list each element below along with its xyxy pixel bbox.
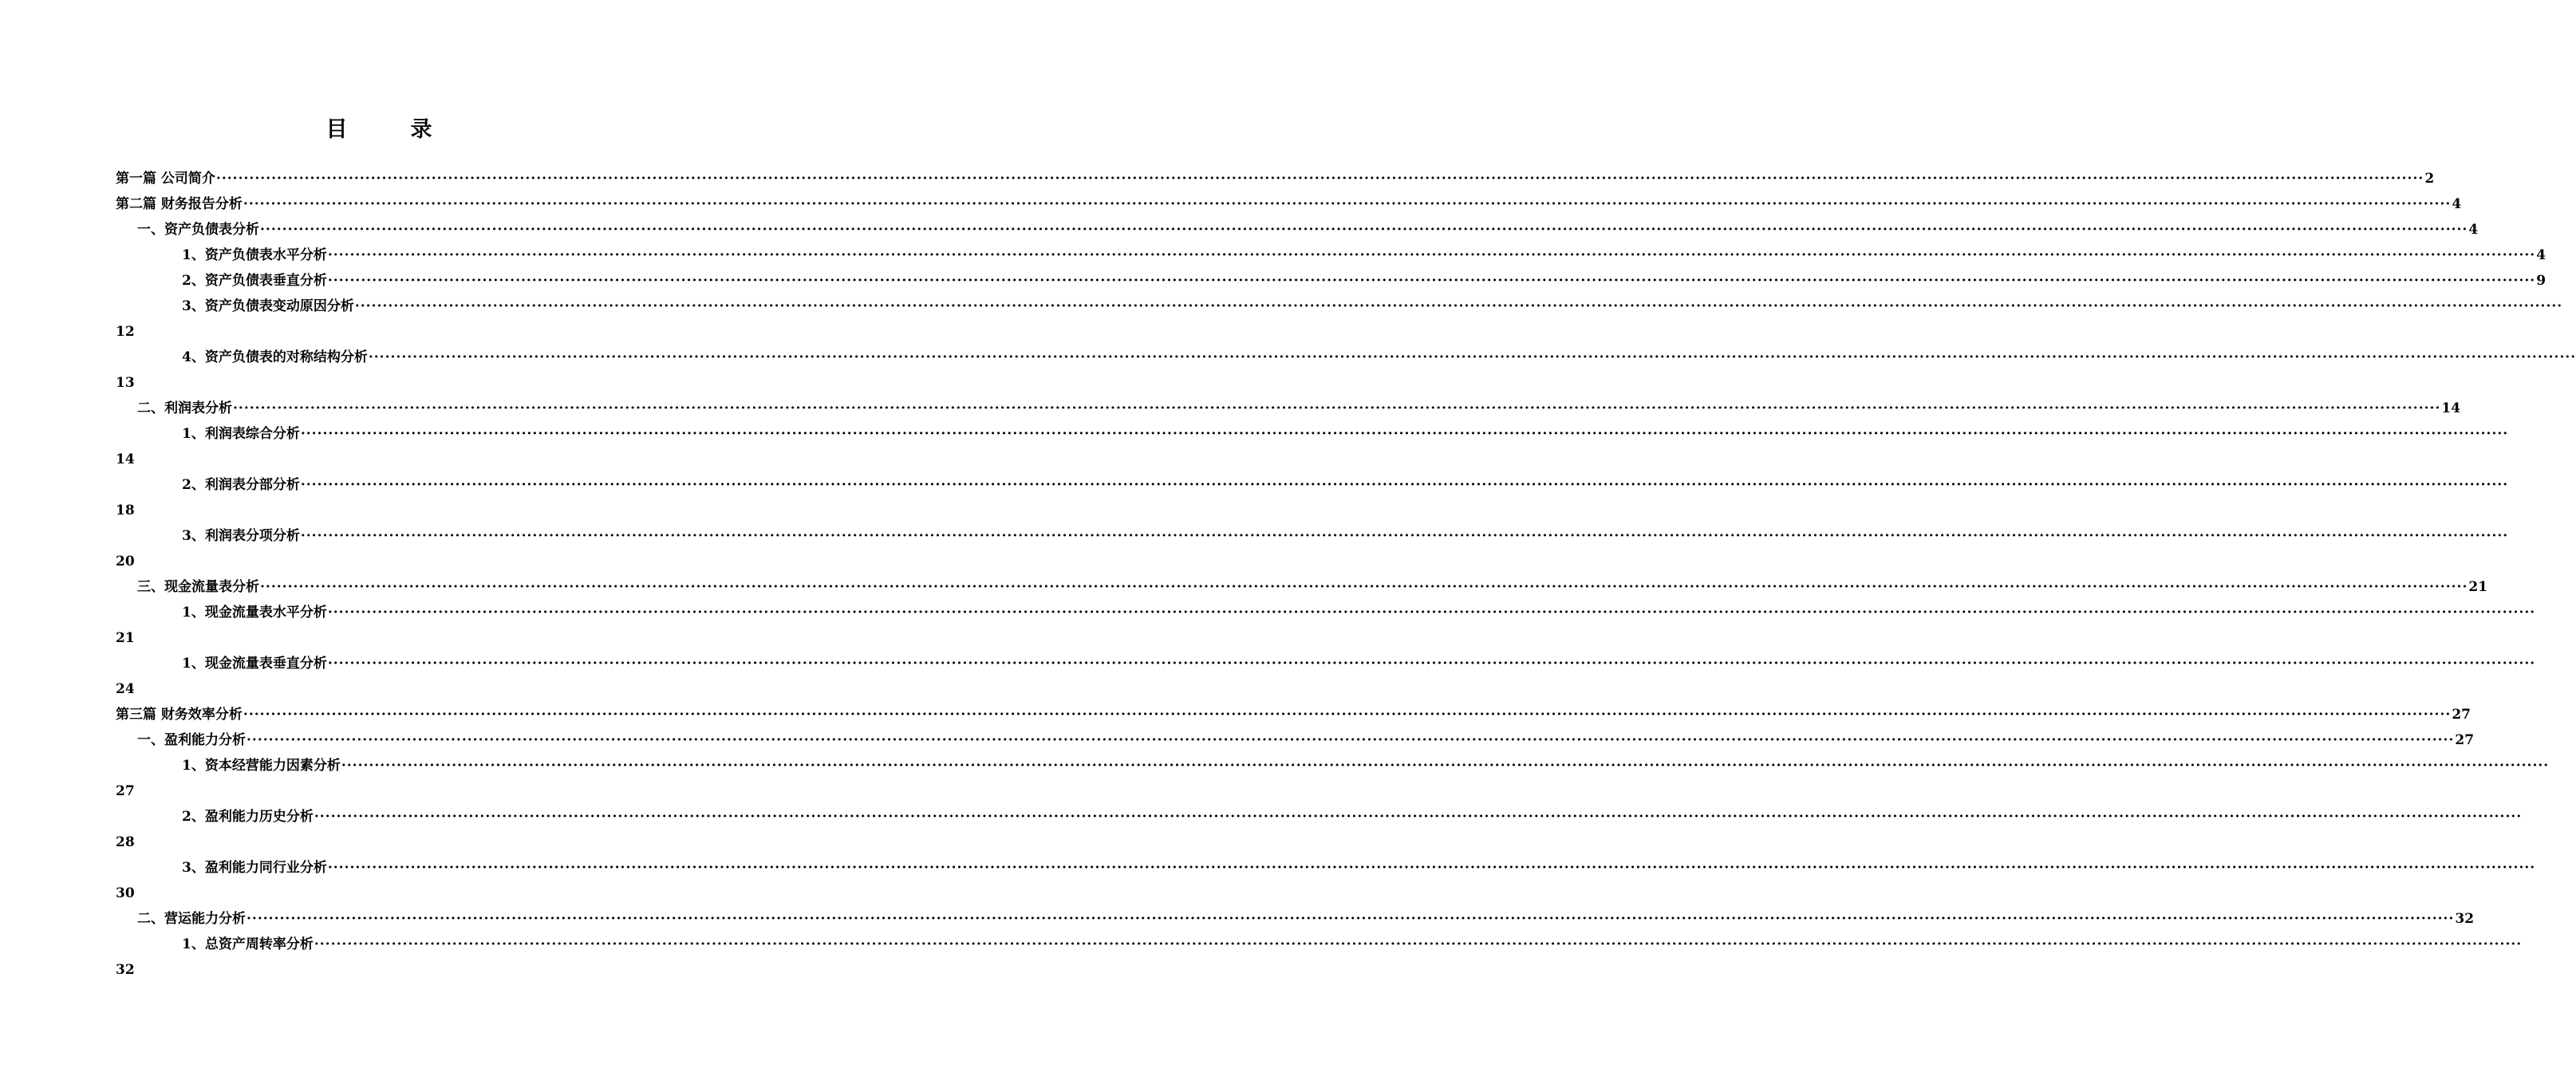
toc-leader-dots: ················································································································································································································································································································································································································ — [300, 426, 2509, 442]
toc-page-number: 13 — [116, 375, 135, 391]
toc-entry[interactable] — [182, 755, 2550, 777]
toc-leader-dots: ················································································································································································································································································································································································································ — [260, 222, 2468, 238]
toc-leader-dots: ················································································································································································································································································································································································································ — [300, 477, 2509, 493]
toc-page-number: 21 — [2468, 579, 2488, 595]
toc-page-number: 4 — [2468, 222, 2479, 238]
toc-page-number: 27 — [2455, 732, 2475, 748]
toc-page-number: 27 — [116, 783, 135, 799]
toc-entry-label: 第一篇 公司简介 — [116, 171, 215, 187]
toc-entry[interactable] — [182, 474, 2509, 496]
toc-entry[interactable] — [182, 346, 2576, 368]
toc-entry[interactable] — [137, 219, 2479, 241]
toc-leader-dots: ················································································································································································································································································································································································································ — [215, 171, 2424, 187]
toc-entry-label: 一、盈利能力分析 — [137, 732, 246, 748]
toc-leader-dots: ················································································································································································································································································································································································································ — [247, 911, 2455, 927]
toc-page-number: 4 — [2452, 196, 2462, 212]
toc-leader-dots: ················································································································································································································································································································································································································ — [247, 732, 2455, 748]
toc-entry-label: 3、资产负债表变动原因分析 — [182, 298, 354, 314]
toc-leader-dots: ················································································································································································································································································································································································································ — [341, 758, 2550, 774]
toc-entry[interactable] — [116, 168, 2435, 190]
toc-leader-dots: ················································································································································································································································································································································································································ — [314, 809, 2523, 825]
toc-entry-label: 3、利润表分项分析 — [182, 528, 300, 544]
toc-entry-label: 1、资产负债表水平分析 — [182, 247, 327, 263]
toc-entry[interactable] — [182, 652, 2536, 675]
toc-page-number: 9 — [2536, 273, 2546, 289]
toc-entry-label: 二、利润表分析 — [137, 400, 232, 416]
toc-leader-dots: ················································································································································································································································································································································································································ — [327, 605, 2536, 621]
toc-entry[interactable] — [137, 908, 2475, 930]
toc-entry-label: 1、利润表综合分析 — [182, 426, 300, 442]
toc-entry-label: 2、盈利能力历史分析 — [182, 809, 314, 825]
toc-leader-dots: ················································································································································································································································································································································································································ — [327, 273, 2536, 289]
toc-entry-label: 4、资产负债表的对称结构分析 — [182, 349, 368, 365]
toc-entry[interactable] — [182, 933, 2523, 956]
toc-entry-label: 1、现金流量表水平分析 — [182, 605, 327, 621]
toc-entry[interactable] — [137, 729, 2475, 751]
toc-entry[interactable] — [182, 857, 2536, 879]
page-title: 目 录 — [325, 117, 453, 142]
toc-entry[interactable] — [137, 397, 2461, 420]
toc-entry[interactable] — [116, 704, 2471, 726]
toc-entry-label: 1、资本经营能力因素分析 — [182, 758, 341, 774]
toc-leader-dots: ················································································································································································································································································································································································································ — [314, 936, 2523, 952]
toc-leader-dots: ················································································································································································································································································································································································································ — [243, 196, 2452, 212]
toc-entry-label: 3、盈利能力同行业分析 — [182, 860, 327, 876]
toc-leader-dots: ················································································································································································································································································································································································································ — [368, 349, 2576, 365]
toc-leader-dots: ················································································································································································································································································································································································································ — [327, 247, 2536, 263]
toc-entry-label: 1、现金流量表垂直分析 — [182, 656, 327, 672]
toc-page-number: 4 — [2536, 247, 2546, 263]
toc-entry-label: 三、现金流量表分析 — [137, 579, 259, 595]
toc-entry-label: 2、利润表分部分析 — [182, 477, 300, 493]
toc-page-number: 21 — [116, 630, 135, 646]
toc-page-number: 14 — [116, 451, 135, 467]
toc-leader-dots: ················································································································································································································································································································································································································ — [327, 656, 2536, 672]
toc-leader-dots: ················································································································································································································································································································································································································ — [354, 298, 2563, 314]
toc-page-number: 32 — [2455, 911, 2475, 927]
toc-page-number: 14 — [2441, 400, 2461, 416]
toc-entry-label: 第二篇 财务报告分析 — [116, 196, 243, 212]
toc-page-number: 32 — [116, 962, 135, 978]
toc-entry[interactable] — [116, 193, 2462, 215]
toc-leader-dots: ················································································································································································································································································································································································································ — [260, 579, 2468, 595]
toc-entry-label: 一、资产负债表分析 — [137, 222, 259, 238]
toc-entry-label: 第三篇 财务效率分析 — [116, 707, 243, 723]
toc-page-number: 12 — [116, 324, 135, 340]
toc-entry[interactable] — [182, 270, 2546, 292]
toc-entry[interactable] — [182, 525, 2509, 547]
toc-page-number: 27 — [2452, 707, 2471, 723]
toc-page-number: 2 — [2424, 171, 2435, 187]
toc-entry-label: 二、营运能力分析 — [137, 911, 246, 927]
toc-entry[interactable] — [137, 576, 2488, 598]
toc-leader-dots: ················································································································································································································································································································································································································ — [243, 707, 2452, 723]
toc-page-number: 30 — [116, 885, 135, 901]
toc-entry[interactable] — [182, 601, 2536, 624]
toc-entry[interactable] — [182, 806, 2523, 828]
toc-page-number: 20 — [116, 554, 135, 570]
toc-entry[interactable] — [182, 423, 2509, 445]
toc-leader-dots: ················································································································································································································································································································································································································ — [327, 860, 2536, 876]
toc-entry[interactable] — [182, 244, 2546, 266]
toc-entry-label: 2、资产负债表垂直分析 — [182, 273, 327, 289]
toc-page-number: 28 — [116, 834, 135, 850]
toc-leader-dots: ················································································································································································································································································································································································································ — [233, 400, 2441, 416]
toc-leader-dots: ················································································································································································································································································································································································································ — [300, 528, 2509, 544]
toc-entry[interactable] — [182, 295, 2563, 317]
toc-page-number: 24 — [116, 681, 135, 697]
toc-page-number: 18 — [116, 503, 135, 518]
toc-entry-label: 1、总资产周转率分析 — [182, 936, 314, 952]
